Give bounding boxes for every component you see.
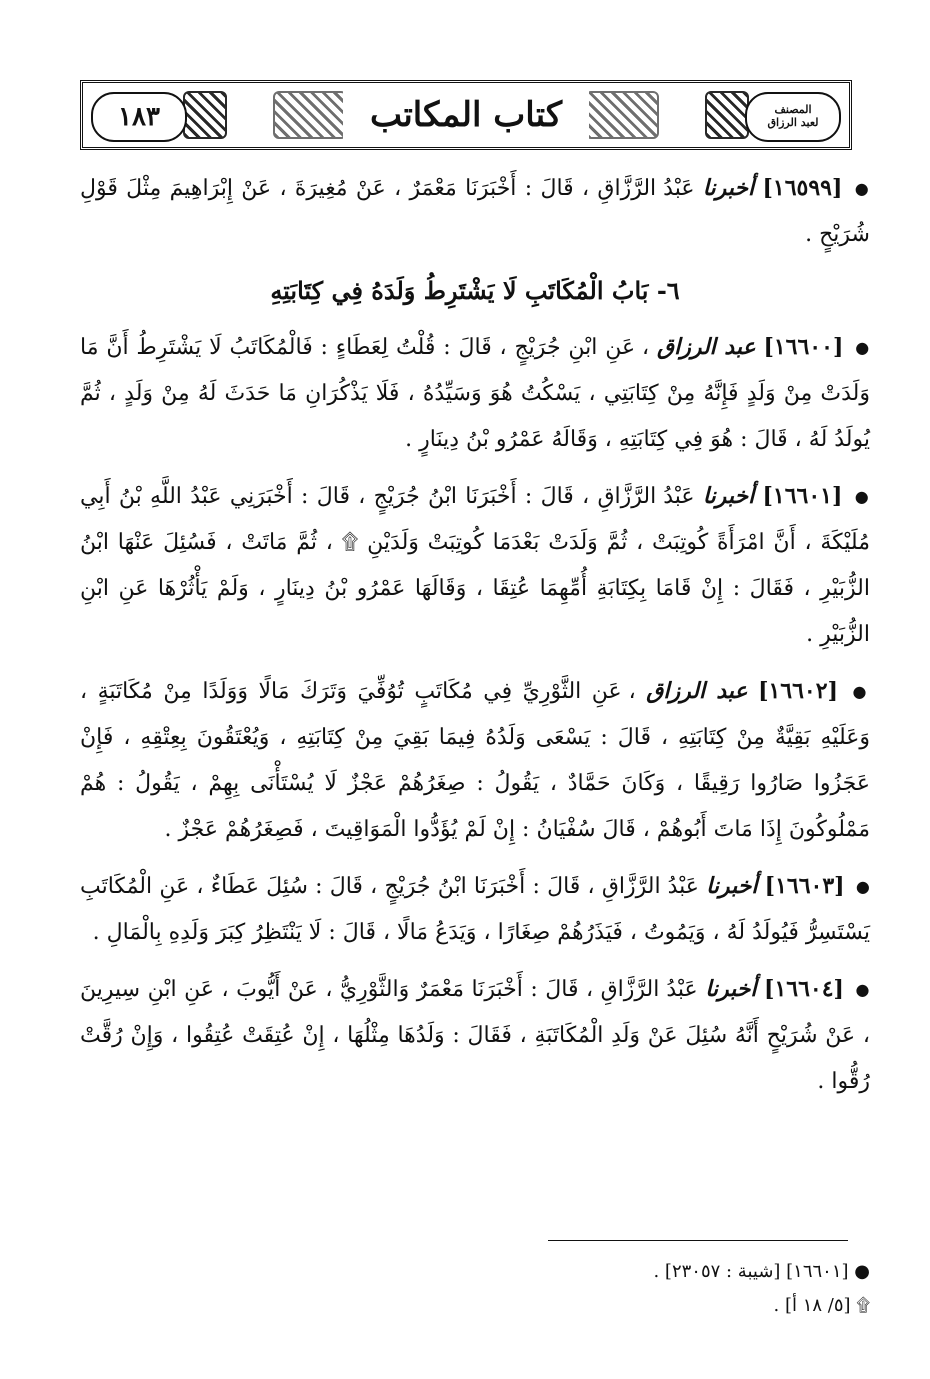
ornament-left (183, 91, 227, 139)
hadith-source: عبد الرزاق (646, 678, 748, 704)
book-title: كتاب المكاتب (343, 89, 589, 141)
footnote-marker: ۩ (856, 1295, 870, 1316)
seal-line-2: لعبد الرزاق (767, 116, 819, 129)
hadith-number: [١٦٦٠٣] (764, 873, 845, 899)
bullet-icon: ● (852, 682, 870, 701)
bullet-icon: ● (854, 487, 870, 506)
hadith-number: [١٦٥٩٩] (762, 175, 843, 201)
hadith-text: عَبْدُ الرَّزَّاقِ ، قَالَ : أَخْبَرَنَا مَعْمَرٌ ، عَنْ مُغِيرَةَ ، عَنْ إِبْرَاهِيمَ مِثْلَ قَوْلِ شُرَيْحٍ . (80, 176, 870, 247)
footnote-text: [٥/ ١٨ أ] . (773, 1295, 851, 1316)
page-number: ١٨٣ (91, 92, 187, 142)
hadith-16602 (80, 668, 870, 853)
footnote-text: [١٦٦٠١] [شيبة : ٢٣٠٥٧] . (653, 1261, 849, 1282)
bullet-icon: ● (855, 338, 871, 357)
footnote-divider (548, 1240, 848, 1241)
hadith-source: أخبرنا (705, 976, 757, 1002)
hadith-source: عبد الرزاق (657, 334, 756, 360)
footnote-2 (80, 1289, 870, 1323)
hadith-number: [١٦٦٠٠] (763, 334, 844, 360)
hadith-source: أخبرنا (702, 175, 755, 201)
hadith-source: أخبرنا (702, 483, 755, 509)
page-header (80, 80, 852, 150)
footnote-1 (80, 1255, 870, 1289)
hadith-text: عَبْدُ الرَّزَّاقِ ، قَالَ : أَخْبَرَنَا ابْنُ جُرَيْجٍ ، قَالَ : أَخْبَرَنِي عَبْدُ اللَّهِ بْنُ أَبِي مُلَيْكَةَ ، أَنَّ امْرَأَةً كُوتِبَتْ ، ثُمَّ وَلَدَتْ بَعْدَمَا كُوتِبَتْ وَلَدَيْنِ ۩ ، ثُمَّ مَاتَتْ ، فَسُئِلَ عَنْهَا ابْنُ الزُّبَيْرِ ، فَقَالَ : إِنْ قَامَا بِكِتَابَةِ أُمِّهِمَا عُتِقَا ، وَقَالَهَا عَمْرُو بْنُ دِينَارٍ ، وَلَمْ يَأْثُرْهَا عَنِ ابْنِ الزُّبَيْرِ . (80, 484, 870, 647)
hadith-16600 (80, 324, 870, 463)
hadith-16599 (80, 165, 870, 258)
footnote-marker: ● (854, 1261, 870, 1282)
hadith-number: [١٦٦٠١] (762, 483, 843, 509)
hadith-text: عَبْدُ الرَّزَّاقِ ، قَالَ : أَخْبَرَنَا مَعْمَرٌ وَالثَّوْرِيُّ ، عَنْ أَيُّوبَ ، عَنِ ابْنِ سِيرِينَ ، عَنْ شُرَيْحٍ أَنَّهُ سُئِلَ عَنْ وَلَدِ الْمُكَاتَبَةِ ، فَقَالَ : وَلَدُهَا مِثْلُهَا ، إِنْ عُتِقَتْ عُتِقُوا ، وَإِنْ رُقَّتْ رُقُّوا . (80, 977, 870, 1094)
hadith-text: عَبْدُ الرَّزَّاقِ ، قَالَ : أَخْبَرَنَا ابْنُ جُرَيْجٍ ، قَالَ : سُئِلَ عَطَاءٌ ، عَنِ الْمُكَاتَبِ يَسْتَسِرُّ فَيُولَدُ لَهُ ، وَيَمُوتُ ، فَيَذَرُهُمْ صِغَارًا ، وَيَدَعُ مَالًا ، قَالَ : لَا يَنْتَظِرُ كِبَرَ وَلَدِهِ بِالْمَالِ . (80, 874, 870, 945)
footnotes (80, 1255, 870, 1323)
hadith-source: أخبرنا (706, 873, 758, 899)
hadith-text: ، عَنِ الثَّوْرِيِّ فِي مُكَاتَبٍ تُوُفِّيَ وَتَرَكَ مَالًا وَوَلَدًا مِنْ مُكَاتَبَةٍ ، وَعَلَيْهِ بَقِيَّةٌ مِنْ كِتَابَتِهِ ، قَالَ : يَسْعَى وَلَدُهُ فِيمَا بَقِيَ مِنْ كِتَابَتِهِ ، وَيُعْتَقُونَ بِعِتْقِهِ ، فَإِنْ عَجَزُوا صَارُوا رَقِيقًا ، وَكَانَ حَمَّادٌ ، يَقُولُ : صِغَرُهُمْ عَجْزٌ لَا يُسْتَأْنَى بِهِمْ ، يَقُولُ : هُمْ مَمْلُوكُونَ إِذَا مَاتَ أَبُوهُمْ ، قَالَ سُفْيَانُ : إِنْ لَمْ يُؤَدُّوا الْمَوَاقِيتَ ، فَصِغَرُهُمْ عَجْزٌ . (80, 679, 870, 842)
book-seal (745, 92, 841, 142)
main-text (80, 165, 870, 1115)
hadith-number: [١٦٦٠٤] (764, 976, 844, 1002)
hadith-16604 (80, 966, 870, 1105)
section-title: ٦- بَابُ الْمُكَاتَبِ لَا يَشْتَرِطُ وَلَدَهُ فِي كِتَابَتِهِ (270, 276, 680, 305)
bullet-icon: ● (855, 877, 870, 896)
hadith-number: [١٦٦٠٢] (758, 678, 838, 704)
bullet-icon: ● (854, 179, 871, 198)
ornament-right (705, 91, 749, 139)
hadith-16603 (80, 863, 870, 956)
hadith-16601 (80, 473, 870, 658)
bullet-icon: ● (855, 980, 870, 999)
ornament-left-inner (273, 91, 347, 139)
seal-line-1: المصنف (774, 103, 812, 117)
hadith-text: ، عَنِ ابْنِ جُرَيْجٍ ، قَالَ : قُلْتُ لِعَطَاءٍ : فَالْمُكَاتَبُ لَا يَشْتَرِطُ أَنَّ مَا وَلَدَتْ مِنْ وَلَدٍ فَإِنَّهُ مِنْ كِتَابَتِي ، يَسْكُتُ هُوَ وَسَيِّدُهُ ، فَلَا يَذْكُرَانِ مَا حَدَثَ لَهُ مِنْ وَلَدٍ ، ثُمَّ يُولَدُ لَهُ ، قَالَ : هُوَ فِي كِتَابَتِهِ ، وَقَالَهُ عَمْرُو بْنُ دِينَارٍ . (80, 335, 870, 452)
ornament-right-inner (585, 91, 659, 139)
